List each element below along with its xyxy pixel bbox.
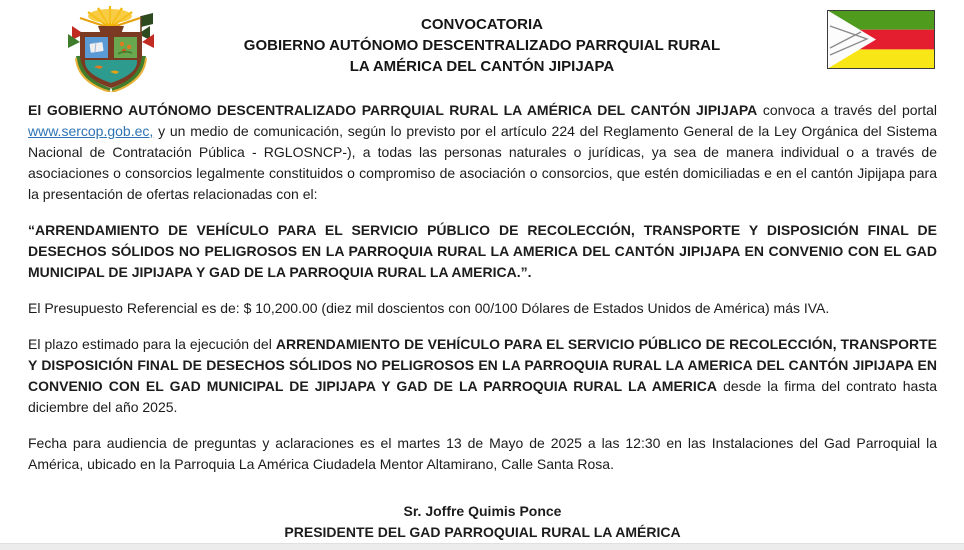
header-title-block (180, 14, 784, 77)
parish-flag-icon (827, 10, 935, 69)
document-header (0, 0, 964, 92)
document-body (0, 92, 964, 543)
signature-name: Sr. Joffre Quimis Ponce (403, 503, 562, 519)
paragraph (28, 433, 937, 475)
paragraph-text: desde la firma del contrato hasta diciembre del año 2025. (28, 378, 937, 415)
coat-of-arms-icon (58, 4, 164, 92)
signature-title: PRESIDENTE DEL GAD PARROQUIAL RURAL LA AMÉRICA (284, 524, 681, 540)
paragraph-text: convoca a través del portal (757, 102, 937, 118)
paragraph (28, 334, 937, 418)
paragraph-text: y un medio de comunicación, según lo previsto por el artículo 224 del Reglamento General de la Ley Orgánica del Sistema Nacional de Contratación Pública - RGLOSNCP-), a todas las personas naturales o jurídicas, ya sea de manera individual o a través de asociaciones o consorcios legalmente constituidos o compromiso de asociación o consorcios, que estén domiciliadas e en el cantón Jipijapa para la presentación de ofertas relacionadas con el: (28, 123, 937, 202)
paragraph (28, 298, 937, 319)
paragraph-bold-text: El GOBIERNO AUTÓNOMO DESCENTRALIZADO PARRQUIAL RURAL LA AMÉRICA DEL CANTÓN JIPIJAPA (28, 102, 758, 118)
header-title-line-3: LA AMÉRICA DEL CANTÓN JIPIJAPA (349, 58, 615, 75)
window-bottom-edge (0, 543, 964, 550)
sercop-portal-link[interactable]: www.sercop.gob.ec, (28, 123, 154, 139)
document-paragraphs (28, 100, 937, 475)
paragraph-text: Fecha para audiencia de preguntas y aclaraciones es el martes 13 de Mayo de 2025 a las 12:30 en las Instalaciones del Gad Parroquial la América, ubicado en la Parroquia La América Ciudadela Mentor Altamirano, Calle Santa Rosa. (28, 435, 937, 472)
paragraph (28, 100, 937, 205)
paragraph-text: El Presupuesto Referencial es de: $ 10,200.00 (diez mil doscientos con 00/100 Dólares de Estados Unidos de América) más IVA. (28, 300, 830, 316)
signature-block (28, 501, 937, 543)
paragraph-bold-text: ARRENDAMIENTO DE VEHÍCULO PARA EL SERVICIO PÚBLICO DE RECOLECCIÓN, TRANSPORTE Y DISPOSICIÓN FINAL DE DESECHOS SÓLIDOS NO PELIGROSOS EN LA PARROQUIA RURAL LA AMERICA DEL CANTÓN JIPIJAPA EN CONVENIO CON EL GAD MUNICIPAL DE JIPIJAPA Y GAD DE LA PARROQUIA RURAL LA AMERICA (28, 336, 937, 394)
header-title-line-1: CONVOCATORIA (421, 16, 543, 33)
paragraph-bold-text: “ARRENDAMIENTO DE VEHÍCULO PARA EL SERVICIO PÚBLICO DE RECOLECCIÓN, TRANSPORTE Y DISPOSICIÓN FINAL DE DESECHOS SÓLIDOS NO PELIGROSOS EN LA PARROQUIA RURAL LA AMERICA DEL CANTÓN JIPIJAPA EN CONVENIO CON EL GAD MUNICIPAL DE JIPIJAPA Y GAD DE LA PARROQUIA RURAL LA AMERICA.”. (28, 222, 937, 280)
paragraph (28, 220, 937, 283)
paragraph-text: El plazo estimado para la ejecución del (28, 336, 276, 352)
header-title-line-2: GOBIERNO AUTÓNOMO DESCENTRALIZADO PARRQUIAL RURAL (243, 37, 721, 54)
